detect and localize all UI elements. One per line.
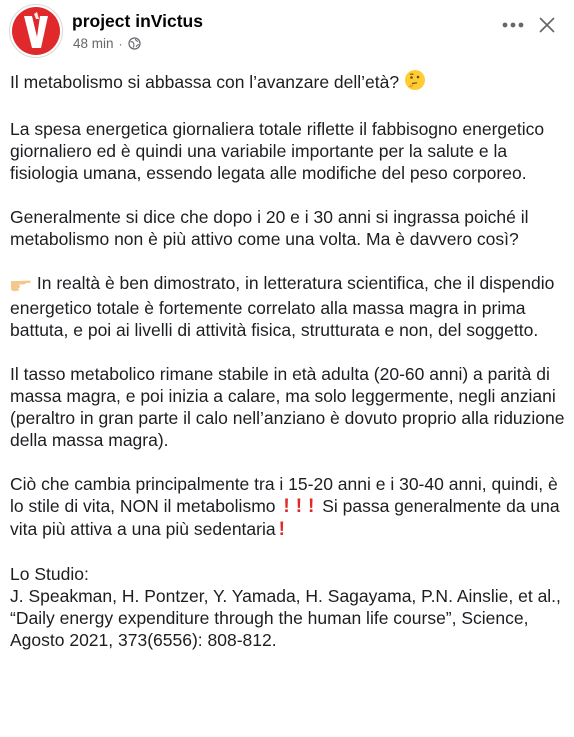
paragraph-4-text: In realtà è ben dimostrato, in letteratura scientifica, che il dispendio energetico totale è fortemente correlato alla massa magra in prima battuta, e poi ai livelli di attività fisica, strutturata e non, del soggetto. [10,273,555,340]
paragraph-6-text-b: Si passa generalmente da una vita più attiva a una più sedentaria [10,496,560,539]
more-horizontal-icon[interactable] [500,12,526,38]
post-paragraph-3: Generalmente si dice che dopo i 20 e i 30 anni si ingrassa poiché il metabolismo non è più attivo come una volta. Ma è davvero così? [10,207,529,249]
post-paragraph-6 [10,473,566,541]
post-paragraph-5: Il tasso metabolico rimane stabile in età adulta (20-60 anni) a parità di massa magra, e poi inizia a calare, ma solo leggermente, negli anziani (peraltro in gran parte il calo nell’anziano è dovuto proprio alla riduzione della massa magra). [10,364,565,450]
post-body [10,69,566,651]
close-icon[interactable] [534,12,560,38]
pointing-hand-icon [10,274,32,297]
paragraph-1-text: Il metabolismo si abbassa con l’avanzare dell’età? [10,72,400,92]
exclamation-icon: ! [295,496,303,517]
exclamation-icon: ! [283,496,290,517]
paragraph-6-text-a: Ciò che cambia principalmente tra i 15-20 anni e i 30-40 anni, quindi, è lo stile di vita, NON il metabolismo [10,474,558,516]
thinking-face-icon [404,69,426,96]
page-avatar[interactable] [9,4,63,58]
exclamation-icon: ! [278,519,285,540]
post-meta [73,36,141,51]
post-paragraph-7-reference: Lo Studio: J. Speakman, H. Pontzer, Y. Yamada, H. Sagayama, P.N. Ainslie, et al., “Daily energy expenditure through the human life course”, Science, Agosto 2021, 373(6556): 808-812. [10,564,561,650]
exclamation-icon: ! [308,496,315,517]
globe-icon [128,37,141,50]
post-paragraph-1 [10,69,566,96]
invictus-logo-icon [10,5,62,57]
meta-separator: · [118,36,123,51]
post-header [0,0,574,62]
post-timestamp[interactable]: 48 min [73,36,114,51]
page-name-link[interactable]: project inVictus [72,11,203,31]
post-paragraph-2: La spesa energetica giornaliera totale riflette il fabbisogno energetico giornaliero ed è quindi una variabile importante per la salute e la fisiologia umana, essendo legata alle modifiche del peso corporeo. [10,119,545,183]
post-paragraph-4 [10,272,566,341]
